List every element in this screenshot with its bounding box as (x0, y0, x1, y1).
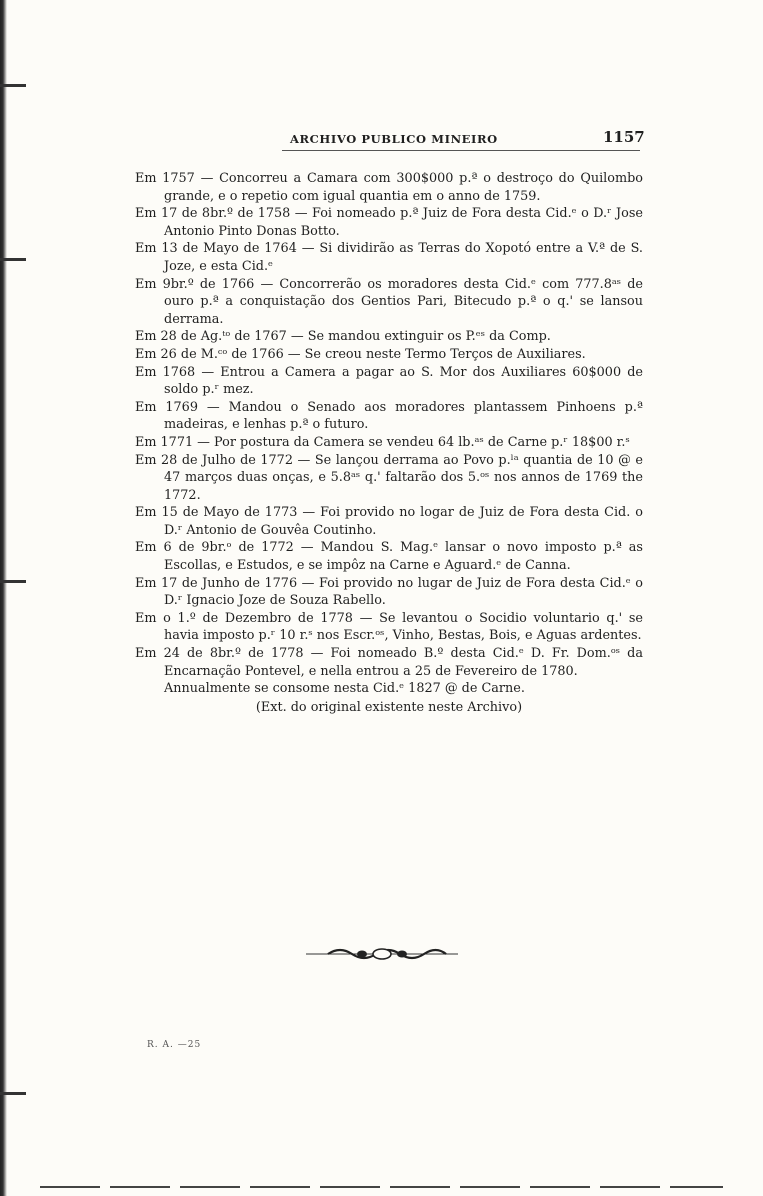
chronicle-entry: Em 17 de Junho de 1776 — Foi provido no lugar de Juiz de Fora desta Cid.ᵉ o D.ʳ Ignacio Joze de Souza Rabello. (135, 575, 643, 609)
chronicle-entry: Em 1768 — Entrou a Camera a pagar ao S. Mor dos Auxiliares 60$000 de soldo p.ʳ mez. (135, 364, 643, 398)
chronicle-entry: Em 1757 — Concorreu a Camara com 300$000 p.ª o destroço do Quilombo grande, e o repetio com igual quantia em o anno de 1759. (135, 171, 643, 204)
page-header (0, 126, 763, 150)
chronicle-entry: Em 1771 — Por postura da Camera se vendeu 64 lb.ᵃˢ de Carne p.ʳ 18$00 r.ˢ (135, 434, 630, 450)
chronicle-entry: Em o 1.º de Dezembro de 1778 — Se levantou o Socidio voluntario q.' se havia imposto p.ʳ 10 r.ˢ nos Escr.ᵒˢ, Vinho, Bestas, Bois, e Aguas ardentes. (135, 610, 643, 644)
chronicle-entry: Em 15 de Mayo de 1773 — Foi provido no logar de Juiz de Fora desta Cid. o D.ʳ Antonio de Gouvêa Coutinho. (135, 505, 643, 538)
ornament-divider (306, 944, 458, 964)
binding-tick (0, 1092, 26, 1095)
closing-line: Annualmente se consome nesta Cid.ᵉ 1827 @ de Carne. (164, 681, 525, 697)
signature-mark: R. A. —25 (147, 1040, 202, 1050)
binding-tick (0, 84, 26, 87)
source-note: (Ext. do original existente neste Archivo) (255, 699, 523, 715)
bottom-edge-rule (40, 1186, 723, 1188)
chronicle-entry: Em 17 de 8br.º de 1758 — Foi nomeado p.ª Juiz de Fora desta Cid.ᵉ o D.ʳ Jose Antonio Pinto Donas Botto. (135, 206, 643, 239)
chronicle-entry: Em 13 de Mayo de 1764 — Si dividirão as Terras do Xopotó entre a V.ª de S. Joze, e esta Cid.ᵉ (135, 241, 643, 274)
chronicle-entry: Em 24 de 8br.º de 1778 — Foi nomeado B.º desta Cid.ᵉ D. Fr. Dom.ᵒˢ da Encarnação Pontevel, e nella entrou a 25 de Fevereiro de 1780. (135, 646, 643, 679)
chronicle-entry: Em 6 de 9br.ᵒ de 1772 — Mandou S. Mag.ᵉ lansar o novo imposto p.ª as Escollas, e Estudos, e se impôz na Carne e Aguard.ᵉ de Canna. (135, 540, 643, 574)
chronicle-entry: Em 28 de Julho de 1772 — Se lançou derrama ao Povo p.ˡᵃ quantia de 10 @ e 47 marços duas onças, e 5.8ᵃˢ q.' faltarão dos 5.ᵒˢ nos annos de 1769 the 1772. (135, 452, 643, 503)
chronicle-entry: Em 9br.º de 1766 — Concorrerão os moradores desta Cid.ᵉ com 777.8ᵃˢ de ouro p.ª a conquistação dos Gentios Pari, Bitecudo p.ª o q.' se lansou derrama. (135, 276, 643, 327)
binding-tick (0, 258, 26, 261)
chronicle-entry: Em 1769 — Mandou o Senado aos moradores plantassem Pinhoens p.ª madeiras, e lenhas p.ª o futuro. (135, 399, 643, 433)
header-rule (282, 150, 640, 151)
running-head: ARCHIVO PUBLICO MINEIRO (290, 132, 498, 146)
binding-tick (0, 580, 26, 583)
page-number: 1157 (603, 128, 645, 146)
chronicle-entries (135, 170, 643, 716)
page-binding-edge (0, 0, 7, 1196)
chronicle-entry: Em 28 de Ag.ᵗᵒ de 1767 — Se mandou extinguir os P.ᵉˢ da Comp. (135, 329, 551, 345)
chronicle-entry: Em 26 de M.ᶜᵒ de 1766 — Se creou neste Termo Terços de Auxiliares. (135, 346, 586, 362)
